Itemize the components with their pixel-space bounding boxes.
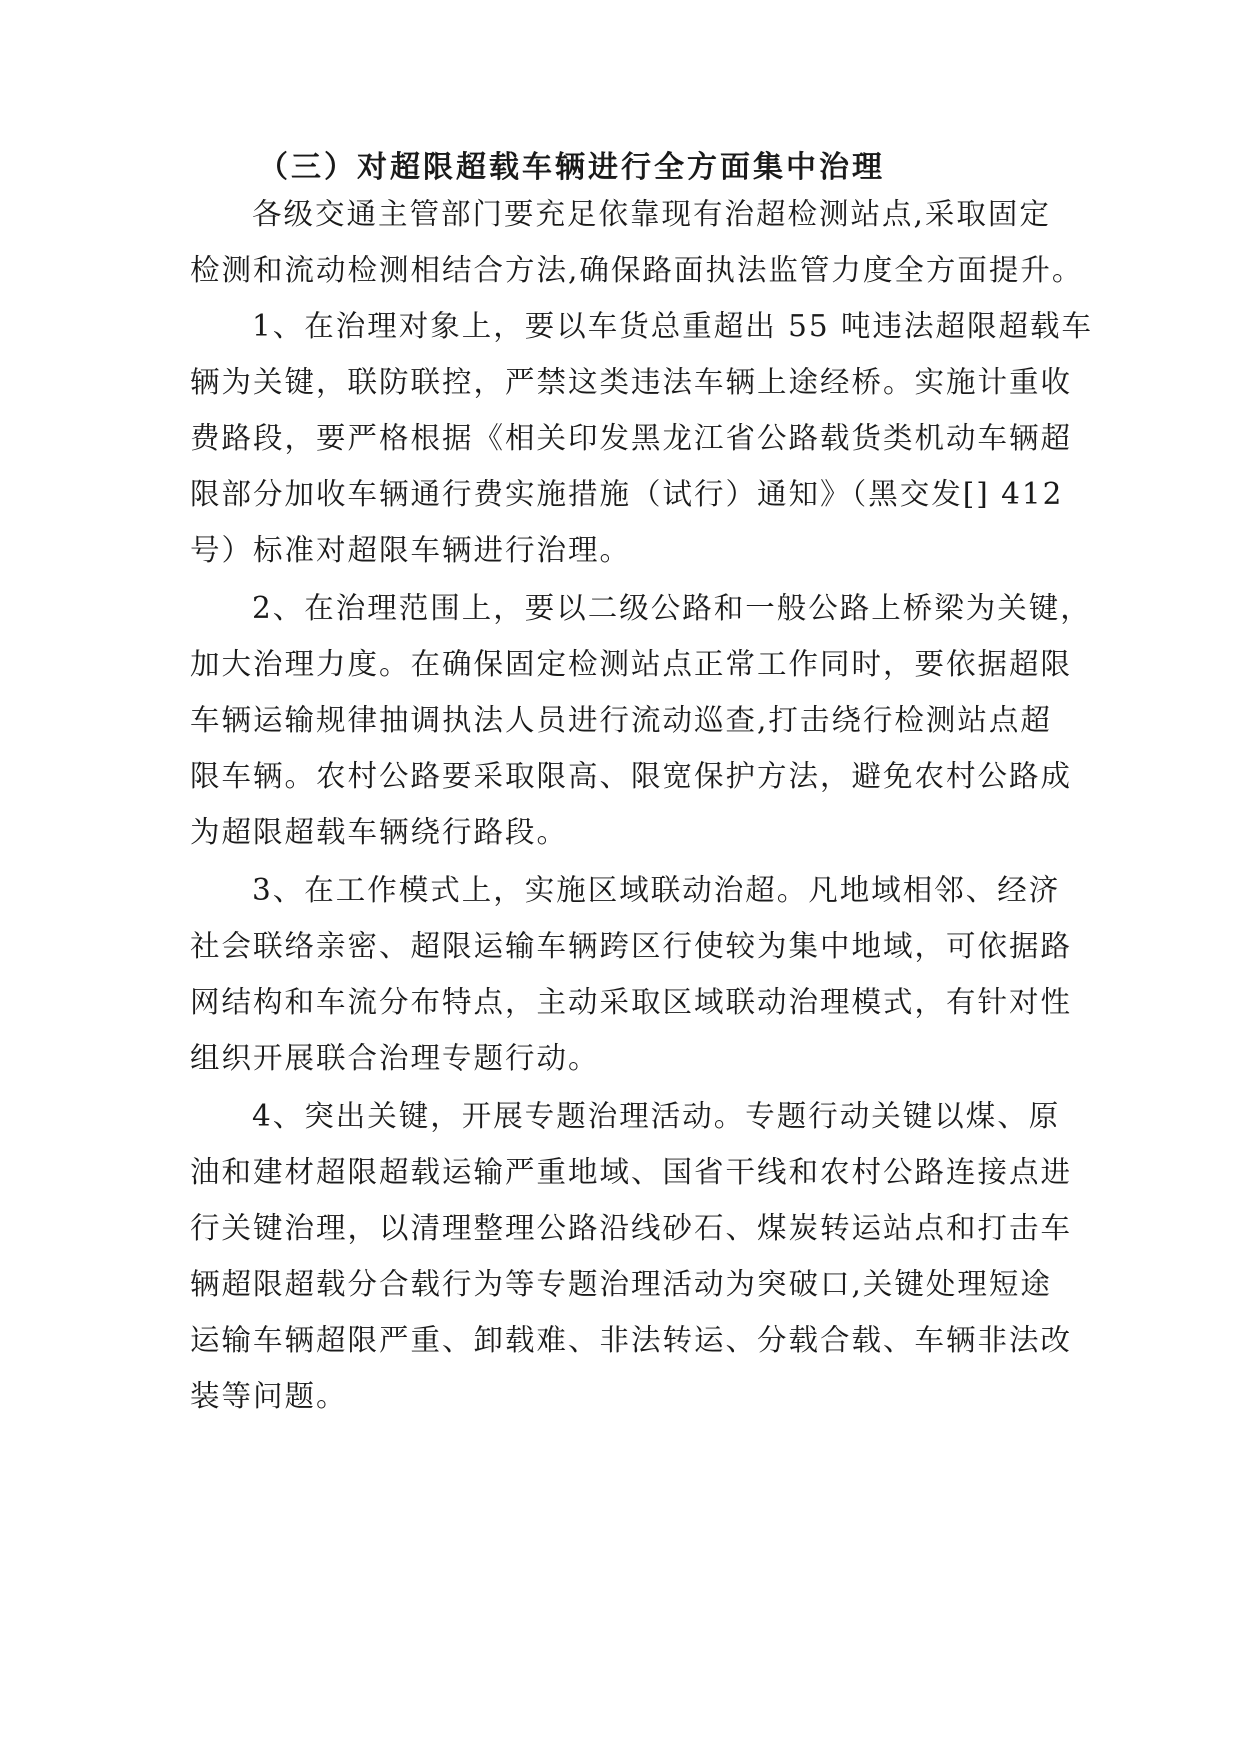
paragraph-5-line-4: 辆超限超载分合载行为等专题治理活动为突破口,关键处理短途 — [190, 1267, 1052, 1301]
paragraph-2-line-4: 限部分加收车辆通行费实施措施（试行）通知》（黑交发[] 412 — [190, 477, 1064, 511]
paragraph-4-line-4: 组织开展联合治理专题行动。 — [190, 1041, 600, 1075]
paragraph-2-line-5: 号）标准对超限车辆进行治理。 — [190, 533, 632, 567]
paragraph-4-line-3: 网结构和车流分布特点，主动采取区域联动治理模式，有针对性 — [190, 985, 1073, 1019]
paragraph-3-line-3: 车辆运输规律抽调执法人员进行流动巡查,打击绕行检测站点超 — [190, 703, 1052, 737]
paragraph-4-line-1: 3、在工作模式上，实施区域联动治超。凡地域相邻、经济 — [252, 873, 1061, 907]
paragraph-5-line-3: 行关键治理，以清理整理公路沿线砂石、煤炭转运站点和打击车 — [190, 1211, 1073, 1245]
paragraph-5-line-5: 运输车辆超限严重、卸载难、非法转运、分载合载、车辆非法改 — [190, 1323, 1073, 1357]
paragraph-1-line-1: 各级交通主管部门要充足依靠现有治超检测站点,采取固定 — [252, 197, 1051, 231]
paragraph-3-line-4: 限车辆。农村公路要采取限高、限宽保护方法，避免农村公路成 — [190, 759, 1073, 793]
paragraph-2-line-1: 1、在治理对象上，要以车货总重超出 55 吨违法超限超载车 — [252, 309, 1094, 343]
paragraph-3-line-5: 为超限超载车辆绕行路段。 — [190, 815, 569, 849]
paragraph-1-line-2: 检测和流动检测相结合方法,确保路面执法监管力度全方面提升。 — [190, 253, 1084, 287]
paragraph-3-line-1: 2、在治理范围上，要以二级公路和一般公路上桥梁为关键， — [252, 591, 1092, 625]
paragraph-5-line-1: 4、突出关键，开展专题治理活动。专题行动关键以煤、原 — [252, 1099, 1061, 1133]
paragraph-5-line-2: 油和建材超限超载运输严重地域、国省干线和农村公路连接点进 — [190, 1155, 1073, 1189]
paragraph-2-line-2: 辆为关键，联防联控，严禁这类违法车辆上途经桥。实施计重收 — [190, 365, 1073, 399]
paragraph-2-line-3: 费路段，要严格根据《相关印发黑龙江省公路载货类机动车辆超 — [190, 421, 1073, 455]
paragraph-5-line-6: 装等问题。 — [190, 1379, 348, 1413]
section-heading: （三）对超限超载车辆进行全方面集中治理 — [258, 150, 885, 185]
paragraph-4-line-2: 社会联络亲密、超限运输车辆跨区行使较为集中地域，可依据路 — [190, 929, 1073, 963]
paragraph-3-line-2: 加大治理力度。在确保固定检测站点正常工作同时，要依据超限 — [190, 647, 1073, 681]
